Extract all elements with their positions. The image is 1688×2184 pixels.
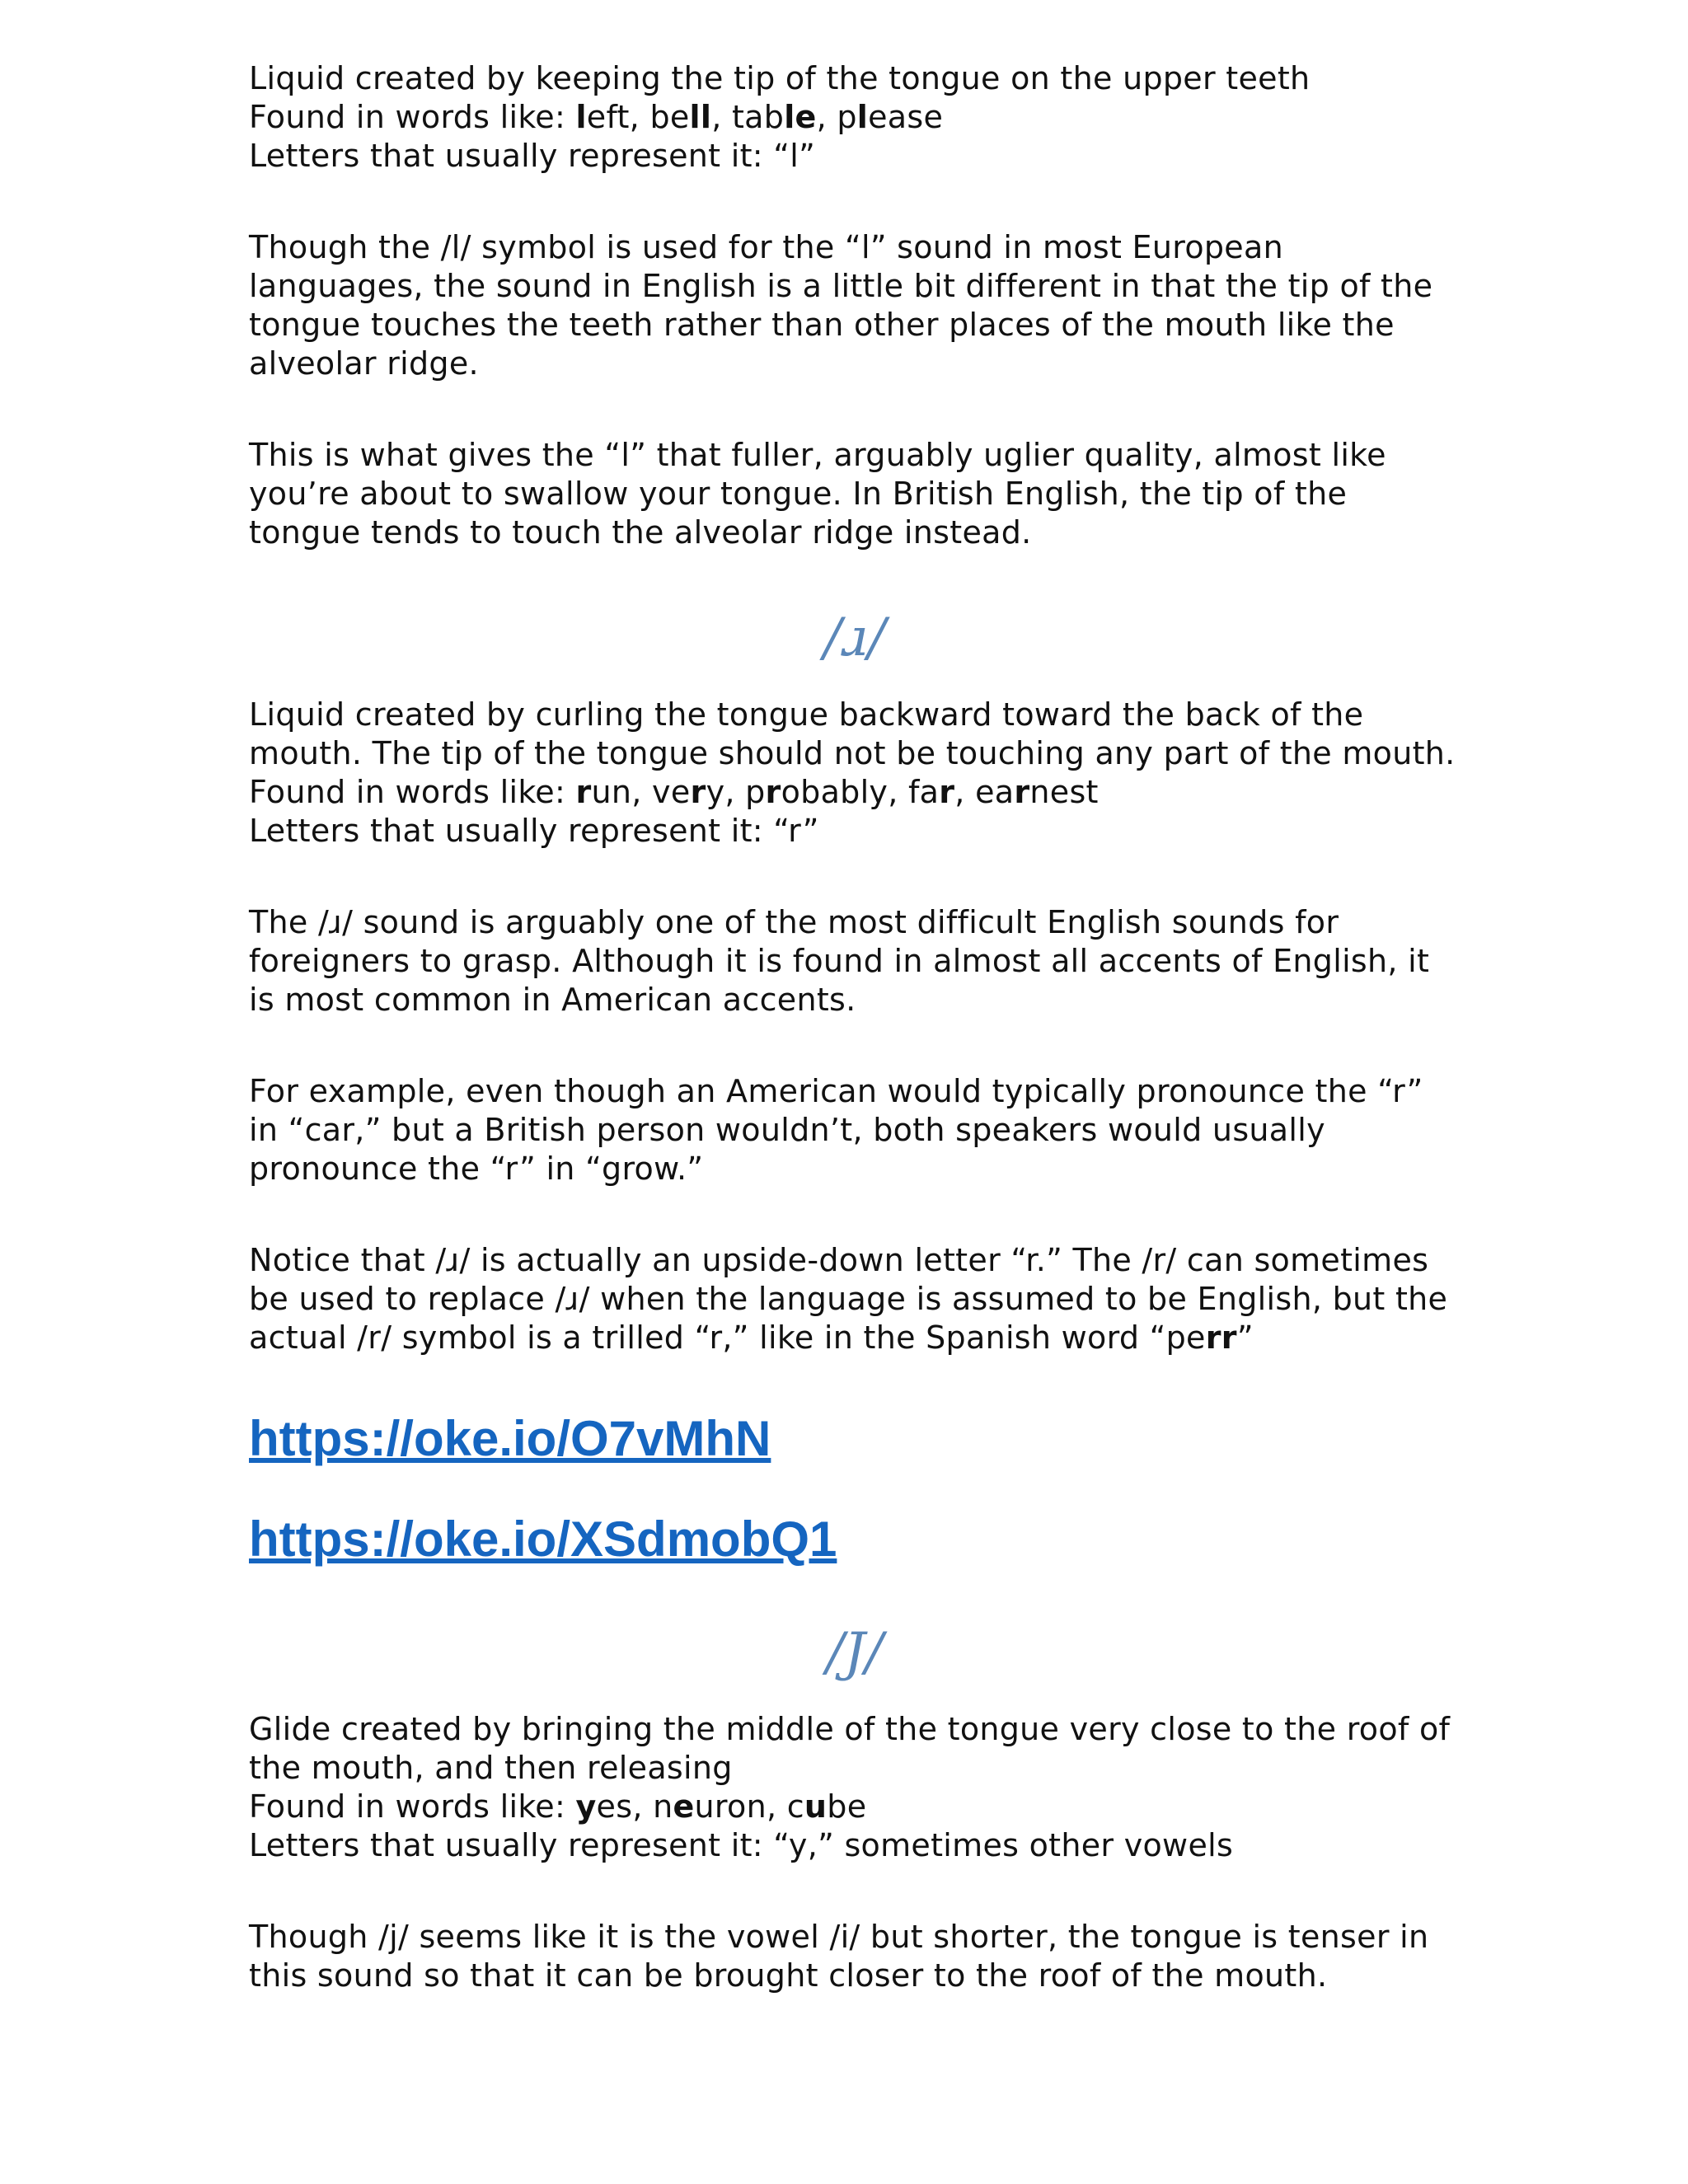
example-word-highlight: r xyxy=(765,774,781,810)
example-word-part: fa xyxy=(907,774,940,810)
example-word-highlight: u xyxy=(804,1788,828,1825)
example-word-part: p xyxy=(837,99,857,135)
j-description-line: Glide created by bringing the middle of the tongue very close to the roof of the mouth, and then releasing xyxy=(249,1711,1451,1786)
r-example-word xyxy=(975,774,1099,810)
example-word-part: ve xyxy=(652,774,691,810)
l-example-word xyxy=(575,99,629,135)
example-word-part: tab xyxy=(731,99,785,135)
r-paragraph-3-end: ” xyxy=(1236,1319,1254,1356)
j-examples: yes, neuron, cube xyxy=(575,1788,867,1825)
l-paragraph-2: This is what gives the “l” that fuller, arguably uglier quality, almost like you’re about to swallow your tongue. In British English, the tip of the tongue tends to touch the alveolar ridge instead. xyxy=(249,437,1386,551)
example-word-highlight: r xyxy=(690,774,706,810)
r-examples-line xyxy=(249,773,1461,812)
example-word-part: un xyxy=(591,774,632,810)
example-word-highlight: le xyxy=(784,99,817,135)
l-examples-prefix: Found in words like: xyxy=(249,99,576,135)
example-word-part: es xyxy=(596,1788,633,1825)
example-word-part: ease xyxy=(868,99,944,135)
j-description xyxy=(249,1710,1461,1865)
document-body xyxy=(249,59,1461,2048)
example-word-part: p xyxy=(745,774,766,810)
l-example-word xyxy=(649,99,711,135)
example-word-part: nest xyxy=(1029,774,1099,810)
example-word-part: obably xyxy=(781,774,889,810)
j-example-word xyxy=(653,1788,767,1825)
j-example-word xyxy=(575,1788,632,1825)
example-word-highlight: y xyxy=(575,1788,597,1825)
r-example-word xyxy=(745,774,888,810)
l-examples: left, bell, table, please xyxy=(575,99,944,135)
example-word-part: be xyxy=(827,1788,867,1825)
example-word-highlight: l xyxy=(856,99,869,135)
r-example-word xyxy=(575,774,631,810)
r-paragraph-3-text: Notice that /ɹ/ is actually an upside-down letter “r.” The /r/ can sometimes be used to replace /ɹ/ when the language is assumed to be English, but the actual /r/ symbol is a trilled “r,” like in the Spanish word “pe xyxy=(249,1242,1448,1356)
r-paragraph-2: For example, even though an American would typically pronounce the “r” in “car,” but a British person wouldn’t, both speakers would usually pronounce the “r” in “grow.” xyxy=(249,1073,1423,1187)
l-example-word xyxy=(732,99,817,135)
r-description-line: Liquid created by curling the tongue backward toward the back of the mouth. The tip of the tongue should not be touching any part of the mouth. xyxy=(249,696,1456,771)
example-word-highlight: ll xyxy=(689,99,712,135)
l-description xyxy=(249,59,1461,176)
l-example-word xyxy=(837,99,943,135)
r-examples: run, very, probably, far, earnest xyxy=(575,774,1099,810)
r-paragraph-1: The /ɹ/ sound is arguably one of the most difficult English sounds for foreigners to grasp. Although it is found in almost all accents of English, it is most common in American accents. xyxy=(249,904,1430,1018)
example-word-highlight: r xyxy=(939,774,955,810)
example-word-part: ea xyxy=(975,774,1015,810)
r-description xyxy=(249,696,1461,851)
r-letters-line: Letters that usually represent it: “r” xyxy=(249,813,819,849)
r-paragraph-3-bold: rr xyxy=(1205,1319,1237,1356)
j-example-word xyxy=(787,1788,867,1825)
j-paragraph-1: Though /j/ seems like it is the vowel /i/ but shorter, the tongue is tenser in this sound so that it can be brought closer to the roof of the mouth. xyxy=(249,1919,1429,1994)
j-examples-prefix: Found in words like: xyxy=(249,1788,576,1825)
l-letters-line: Letters that usually represent it: “l” xyxy=(249,138,816,174)
link-1[interactable]: https://oke.io/O7vMhN xyxy=(249,1411,771,1466)
j-letters-line: Letters that usually represent it: “y,” sometimes other vowels xyxy=(249,1827,1234,1863)
l-description-line: Liquid created by keeping the tip of the tongue on the upper teeth xyxy=(249,60,1311,96)
example-word-highlight: r xyxy=(575,774,592,810)
example-word-part: eft xyxy=(586,99,630,135)
example-word-part: c xyxy=(786,1788,804,1825)
example-word-part: y xyxy=(706,774,725,810)
l-paragraph-1: Though the /l/ symbol is used for the “l” sound in most European languages, the sound in English is a little bit different in that the tip of the tongue touches the teeth rather than other places of the mouth like the alveolar ridge. xyxy=(249,229,1433,382)
example-word-part: be xyxy=(649,99,690,135)
j-examples-line xyxy=(249,1788,1461,1826)
example-word-highlight: r xyxy=(1014,774,1030,810)
r-paragraph-3 xyxy=(249,1241,1461,1357)
example-word-highlight: e xyxy=(673,1788,695,1825)
r-examples-prefix: Found in words like: xyxy=(249,774,576,810)
r-example-word xyxy=(652,774,724,810)
r-phoneme-heading: /ɹ/ xyxy=(823,607,886,668)
j-phoneme-heading: /J/ xyxy=(826,1622,884,1683)
l-examples-line xyxy=(249,98,1461,137)
example-word-part: n xyxy=(653,1788,673,1825)
example-word-part: uron xyxy=(694,1788,767,1825)
example-word-highlight: l xyxy=(575,99,587,135)
r-example-word xyxy=(908,774,954,810)
links-block xyxy=(249,1410,1461,1611)
link-2[interactable]: https://oke.io/XSdmobQ1 xyxy=(249,1511,837,1567)
